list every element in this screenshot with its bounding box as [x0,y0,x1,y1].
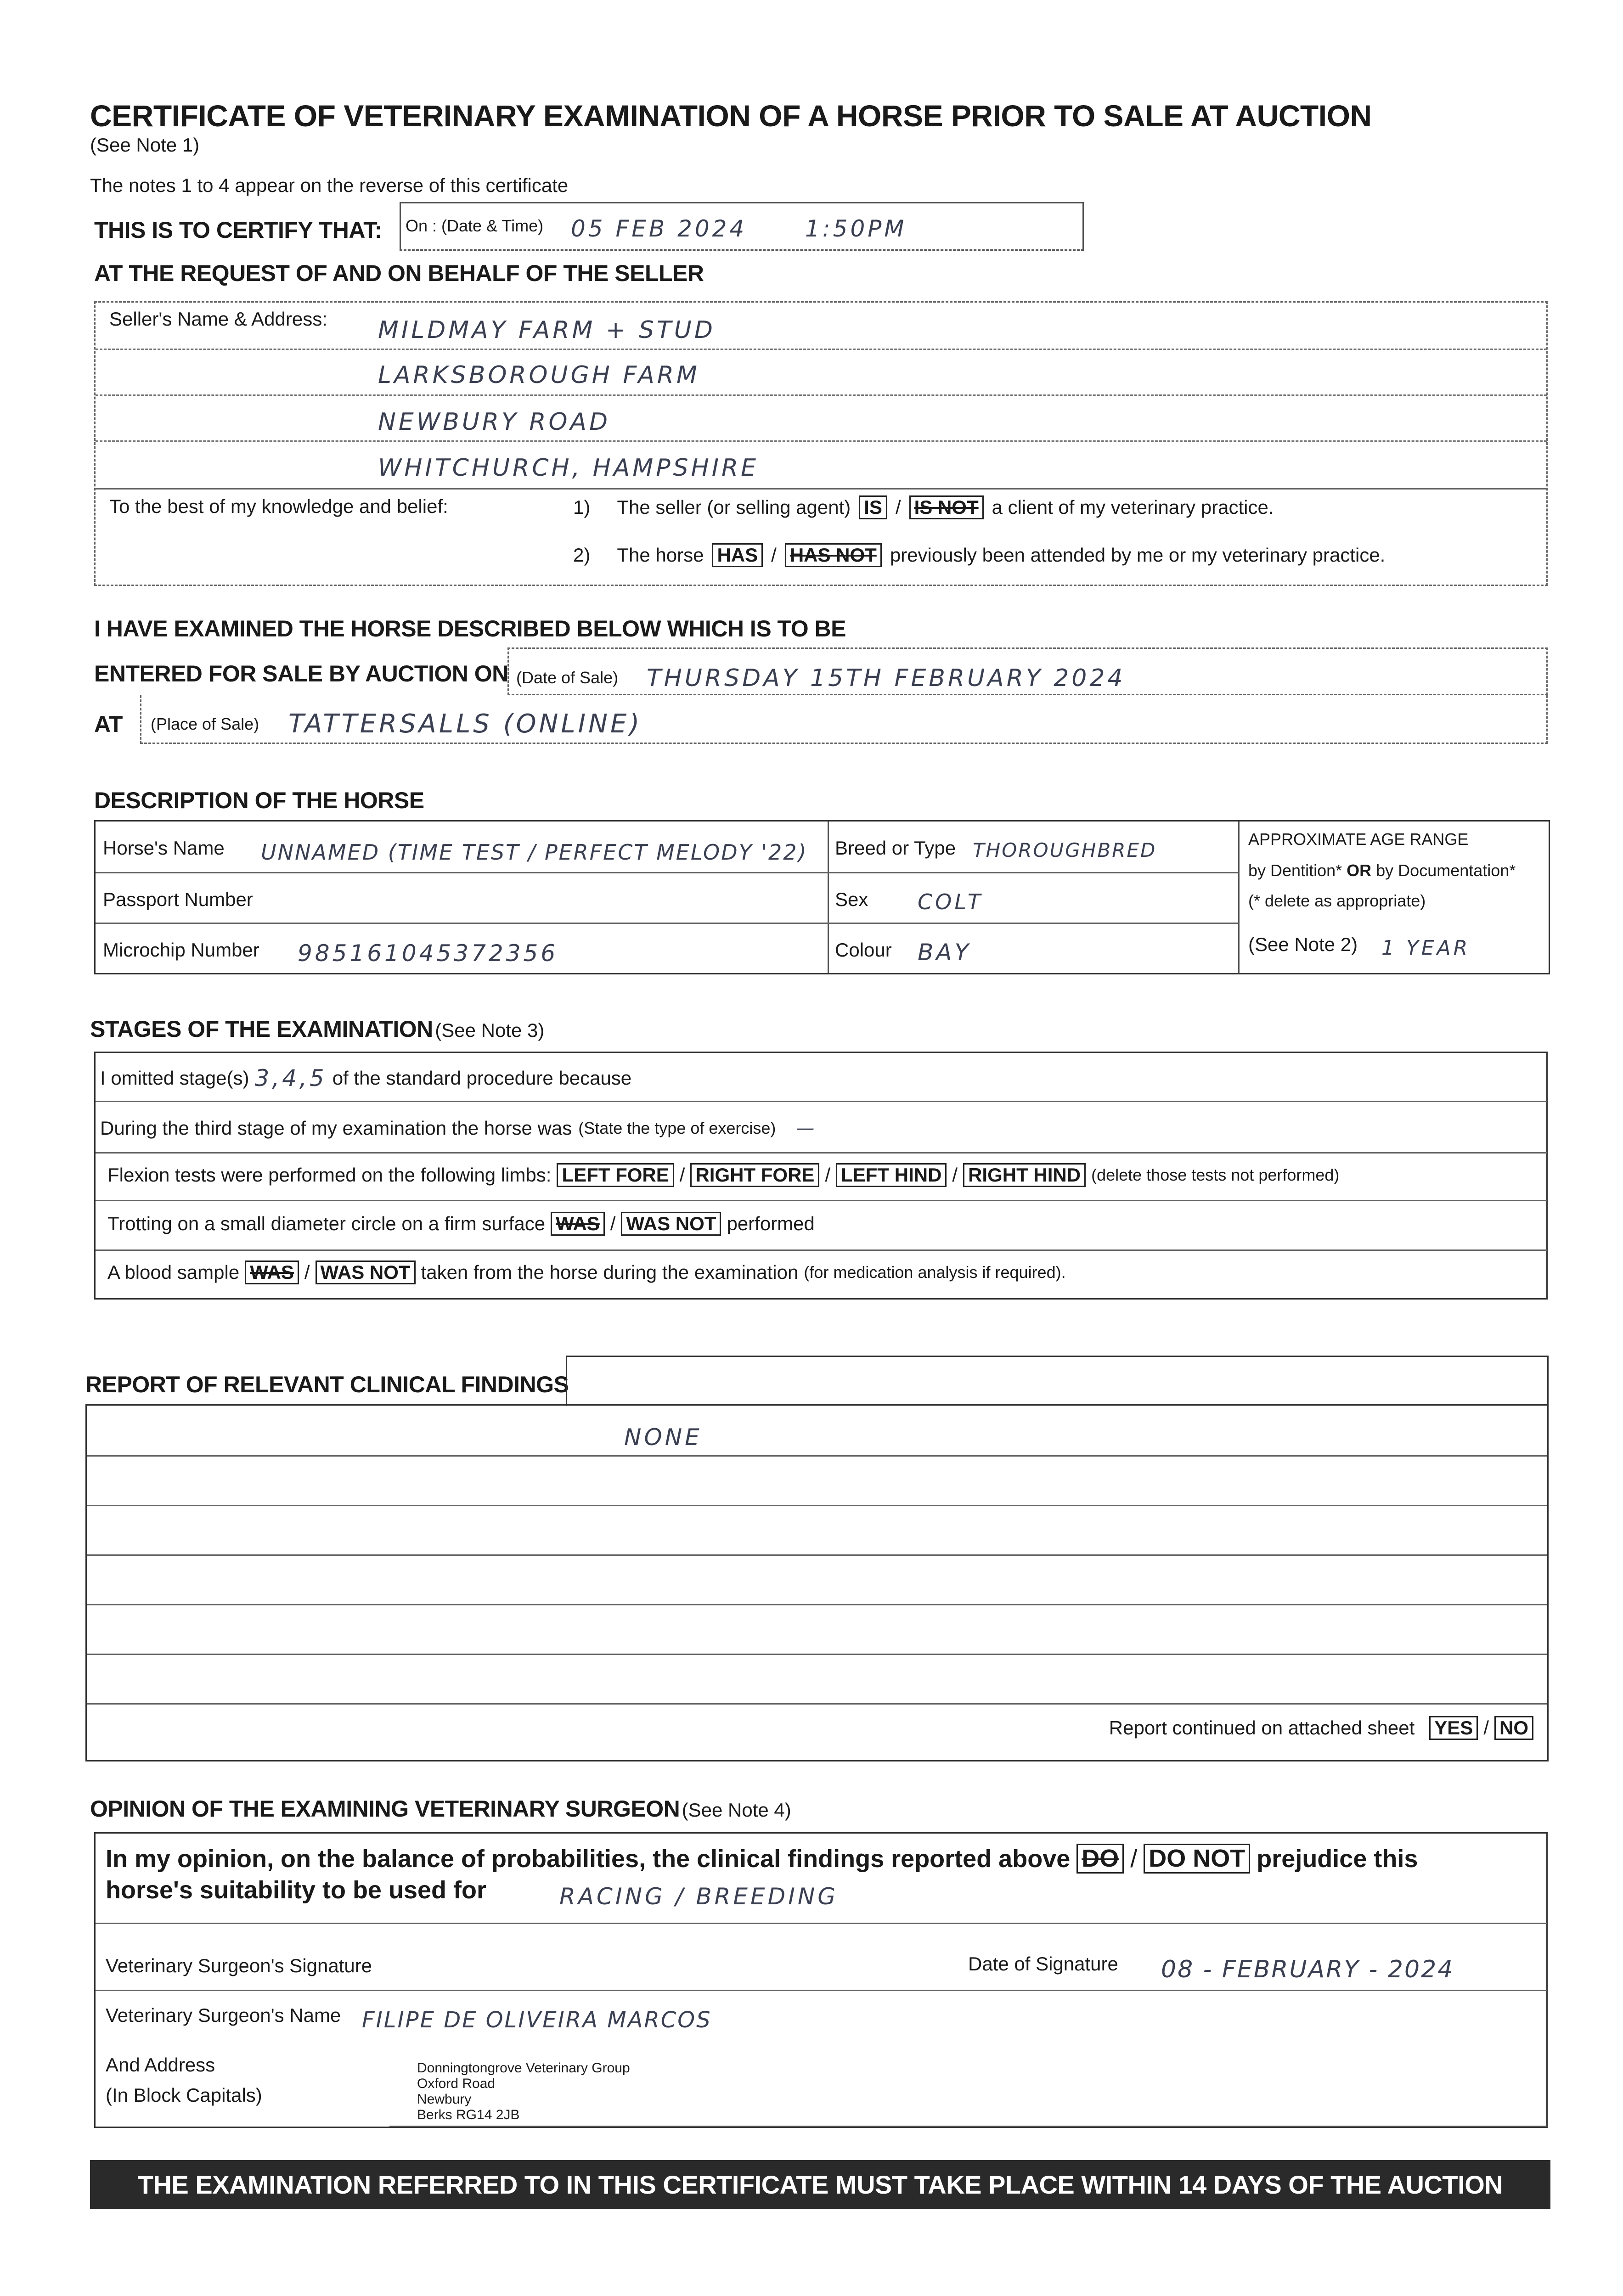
flexion-pre: Flexion tests were performed on the following limbs: [107,1164,552,1186]
left-fore-option[interactable]: LEFT FORE [557,1163,674,1187]
stages-table [94,1052,1548,1300]
stamp-line-4: Berks RG14 2JB [417,2107,520,2122]
knowledge-label: To the best of my knowledge and belief: [109,495,448,517]
suitability-use-value: RACING / BREEDING [559,1883,839,1910]
item-2-num: 2) [573,544,591,566]
stages-heading-text: STAGES OF THE EXAMINATION [90,1016,433,1042]
left-hind-option[interactable]: LEFT HIND [836,1163,947,1187]
microchip-value: 985161045372356 [298,940,558,967]
age-heading: APPROXIMATE AGE RANGE [1248,830,1469,849]
notes-line: The notes 1 to 4 appear on the reverse of this certificate [90,174,569,196]
age-or: OR [1347,861,1372,880]
seller-label: Seller's Name & Address: [109,308,327,330]
blood-post: taken from the horse during the examination [421,1261,799,1283]
date-of-sale-value: THURSDAY 15TH FEBRUARY 2024 [647,664,1126,692]
continued-row [1109,1716,1533,1740]
breed-label: Breed or Type [835,837,956,859]
description-heading: DESCRIPTION OF THE HORSE [94,788,424,813]
trot-was-option[interactable]: WAS [551,1212,605,1236]
flexion-note: (delete those tests not performed) [1091,1165,1340,1185]
blood-note: (for medication analysis if required). [804,1263,1066,1282]
request-heading: AT THE REQUEST OF AND ON BEHALF OF THE SELLER [94,260,704,286]
flexion-sep-3: / [952,1164,958,1186]
opinion-see-note-4: (See Note 4) [682,1799,791,1821]
opinion-text-2: prejudice this [1257,1845,1418,1873]
blood-row [107,1261,1066,1284]
opinion-heading-text: OPINION OF THE EXAMINING VETERINARY SURGEON [90,1796,680,1822]
third-stage-row [100,1117,817,1139]
date-of-signature-label: Date of Signature [968,1953,1118,1975]
address-stamp [417,2060,630,2123]
exam-time-value: 1:50PM [805,215,907,242]
certify-label: THIS IS TO CERTIFY THAT: [94,217,382,243]
passport-label: Passport Number [103,889,253,910]
address-label-1: And Address [106,2054,215,2076]
item-1-sep: / [895,496,901,518]
opinion-line-1 [106,1844,1418,1874]
omitted-pre: I omitted stage(s) [100,1067,249,1089]
flexion-sep-2: / [825,1164,831,1186]
age-delete-note: (* delete as appropriate) [1248,891,1426,910]
is-not-option[interactable]: IS NOT [909,495,984,519]
signature-label: Veterinary Surgeon's Signature [106,1955,372,1976]
continued-no[interactable]: NO [1494,1716,1533,1740]
trot-pre: Trotting on a small diameter circle on a firm surface [107,1213,546,1235]
see-note-1: (See Note 1) [90,134,200,156]
place-of-sale-field[interactable] [140,695,1548,744]
continued-sep: / [1483,1717,1489,1739]
stamp-line-2: Oxford Road [417,2076,496,2091]
sex-label: Sex [835,889,868,910]
do-option[interactable]: DO [1076,1844,1124,1874]
horse-name-value: UNNAMED (TIME TEST / PERFECT MELODY '22) [261,840,808,865]
item-1-num: 1) [573,496,591,518]
seller-line-1: MILDMAY FARM + STUD [378,316,716,344]
item-1-post: a client of my veterinary practice. [992,496,1274,518]
do-not-option[interactable]: DO NOT [1144,1844,1250,1874]
sex-value: COLT [918,889,983,914]
place-of-sale-value: TATTERSALLS (ONLINE) [288,709,642,739]
right-hind-option[interactable]: RIGHT HIND [963,1163,1086,1187]
examined-heading-1: I HAVE EXAMINED THE HORSE DESCRIBED BELOW WHICH IS TO BE [94,616,846,642]
opinion-text-3: horse's suitability to be used for [106,1876,486,1904]
trot-row [107,1212,815,1236]
blood-was-option[interactable]: WAS [245,1261,299,1284]
third-stage-value: — [796,1118,817,1139]
item-2-sep: / [771,544,777,566]
knowledge-item-2 [573,543,1385,567]
seller-line-4: WHITCHURCH, HAMPSHIRE [378,454,759,482]
date-of-sale-label: (Date of Sale) [516,668,619,687]
by-dentition: by Dentition* [1248,861,1342,880]
report-heading: REPORT OF RELEVANT CLINICAL FINDINGS [85,1372,569,1397]
flexion-sep-1: / [679,1164,685,1186]
blood-sep: / [304,1261,310,1283]
horse-name-label: Horse's Name [103,837,225,859]
age-value: 1 YEAR [1381,936,1471,960]
opinion-text-1: In my opinion, on the balance of probabilities, the clinical findings reported above [106,1845,1071,1873]
opinion-heading [90,1795,791,1822]
blood-pre: A blood sample [107,1261,240,1283]
trot-post: performed [727,1213,815,1235]
report-lines[interactable] [85,1404,1549,1761]
at-label: AT [94,711,123,737]
stages-heading [90,1016,544,1042]
certificate-title: CERTIFICATE OF VETERINARY EXAMINATION OF A HORSE PRIOR TO SALE AT AUCTION [90,99,1372,133]
seller-box [94,301,1548,586]
opinion-box [94,1832,1548,2128]
continued-yes[interactable]: YES [1429,1716,1478,1740]
on-date-time-label: On : (Date & Time) [406,216,544,235]
is-option[interactable]: IS [859,495,887,519]
microchip-label: Microchip Number [103,939,259,961]
continued-label: Report continued on attached sheet [1109,1717,1415,1739]
stamp-line-1: Donningtongrove Veterinary Group [417,2060,630,2076]
knowledge-item-1 [573,495,1274,519]
item-1-text: The seller (or selling agent) [617,496,851,518]
surgeon-name-label: Veterinary Surgeon's Name [106,2004,341,2026]
description-table [94,820,1550,974]
flexion-row [107,1163,1339,1187]
exam-date-value: 05 FEB 2024 [571,215,747,242]
seller-line-2: LARKSBOROUGH FARM [378,361,700,389]
date-of-signature-value: 08 - FEBRUARY - 2024 [1161,1956,1454,1983]
omitted-row [100,1065,631,1092]
age-see-note-2: (See Note 2) [1248,934,1358,955]
third-stage-pre: During the third stage of my examination the horse was [100,1117,572,1139]
item-2-text: The horse [617,544,704,566]
omitted-post: of the standard procedure because [332,1067,632,1089]
has-option[interactable]: HAS [712,543,763,567]
right-fore-option[interactable]: RIGHT FORE [690,1163,819,1187]
examined-heading-2: ENTERED FOR SALE BY AUCTION ON [94,661,508,687]
footer-text: THE EXAMINATION REFERRED TO IN THIS CERTIFICATE MUST TAKE PLACE WITHIN 14 DAYS OF THE AUCTION [137,2170,1503,2199]
item-2-post: previously been attended by me or my veterinary practice. [890,544,1386,566]
third-stage-note: (State the type of exercise) [578,1119,776,1137]
stamp-line-3: Newbury [417,2092,472,2107]
by-documentation: by Documentation* [1376,861,1516,880]
stages-see-note-3: (See Note 3) [435,1019,545,1041]
address-label-2: (In Block Capitals) [106,2084,262,2106]
omitted-value: 3,4,5 [254,1065,327,1092]
seller-line-3: NEWBURY ROAD [378,408,611,436]
breed-value: THOROUGHBRED [973,839,1157,861]
date-of-sale-field[interactable] [507,647,1548,695]
place-of-sale-label: (Place of Sale) [151,715,259,733]
has-not-option[interactable]: HAS NOT [785,543,882,567]
trot-was-not-option[interactable]: WAS NOT [621,1212,721,1236]
colour-value: BAY [918,939,972,966]
report-finding: NONE [624,1424,702,1451]
trot-sep: / [610,1213,616,1235]
report-heading-box [566,1356,1549,1406]
colour-label: Colour [835,939,892,961]
surgeon-name-value: FILIPE DE OLIVEIRA MARCOS [362,2007,712,2033]
date-time-field[interactable] [400,202,1084,251]
opinion-sep: / [1130,1845,1138,1873]
footer-banner [90,2160,1550,2209]
blood-was-not-option[interactable]: WAS NOT [316,1261,416,1284]
